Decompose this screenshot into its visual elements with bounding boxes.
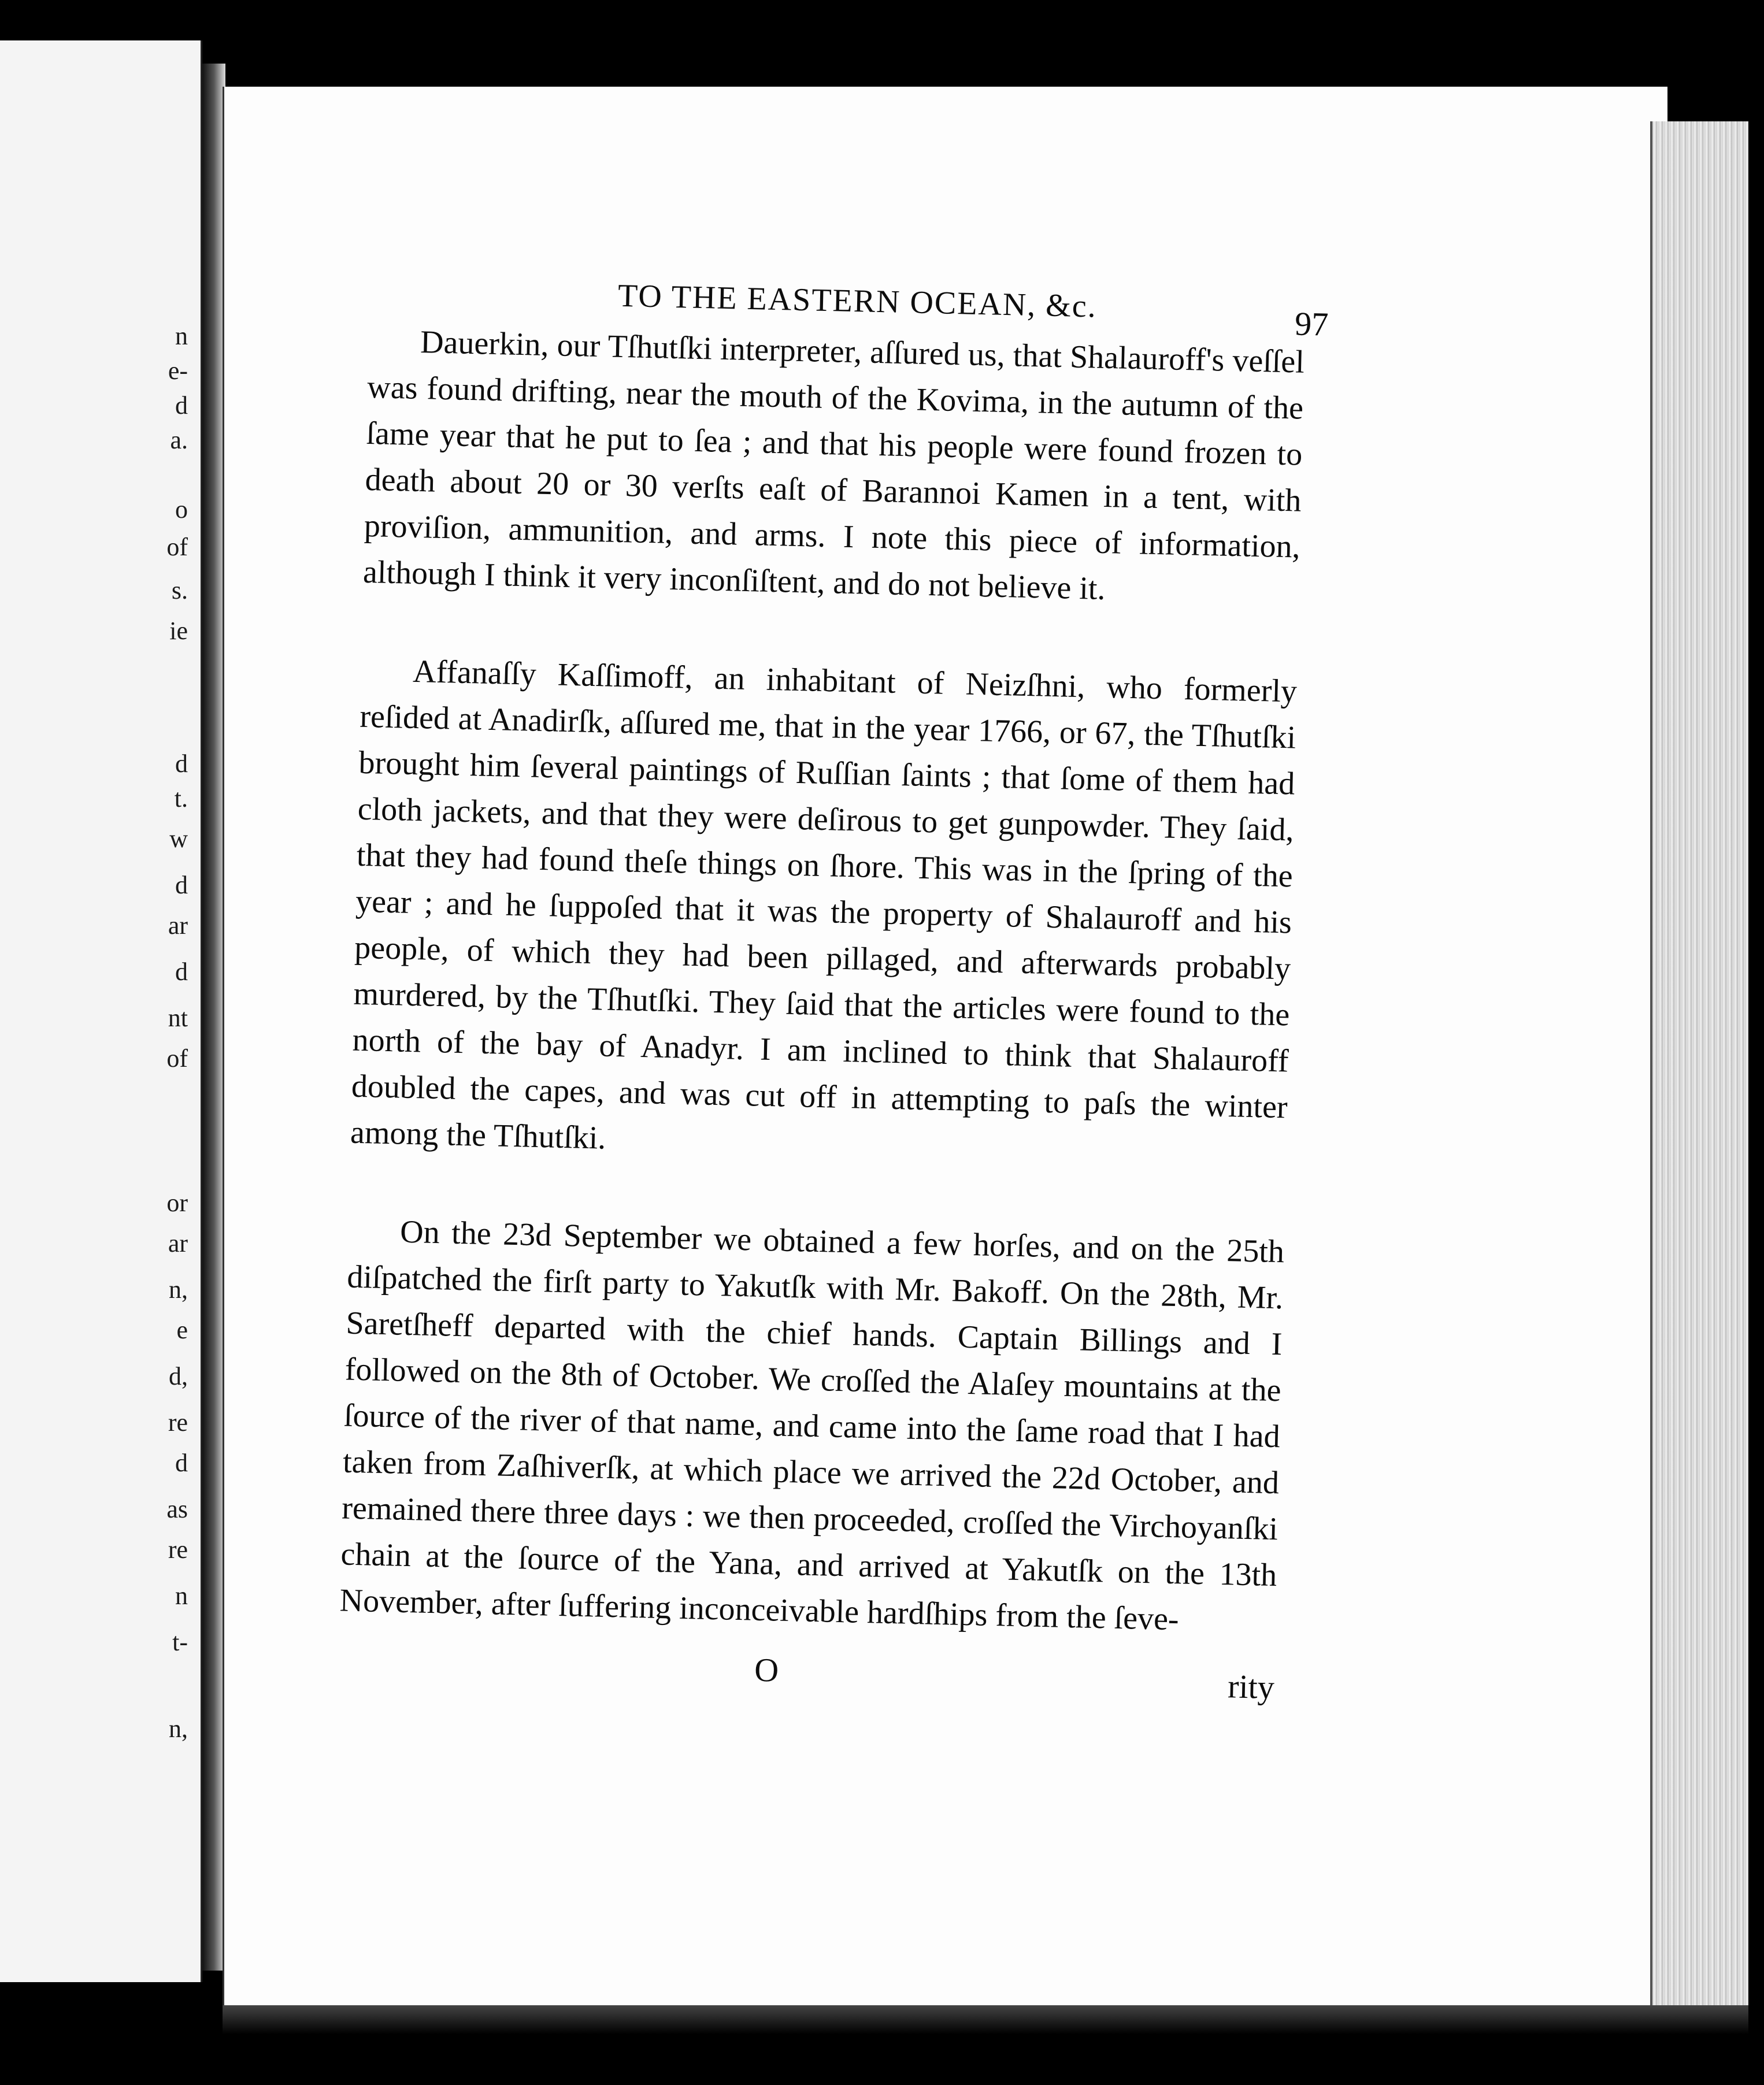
paragraph: Dauerkin, our Tſhutſki interpreter, aſſured us, that Shalauroff's veſſel was found drifting, near the mouth of the Kovima, in the autumn of the ſame year that he put to ſea ; and that his people were found frozen to death about 20 or 30 verſts eaſt of Barannoi Kamen in a tent, with proviſion, ammunition, and arms. I note this piece of information, although I think it very inconſiſtent, and do not believe it.	[362, 324, 1305, 607]
signature-mark: O	[754, 1650, 779, 1689]
left-page-fragment: d,	[169, 1362, 188, 1390]
left-page-fragment: d	[175, 391, 188, 420]
running-head-title: TO THE EASTERN OCEAN, &c.	[617, 277, 1098, 325]
paragraph: On the 23d September we obtained a few horſes, and on the 25th diſpatched the firſt party to Yakutſk with Mr. Bakoff. On the 28th, Mr. Saretſheff departed with the chief hands. Captain Billings and I followed on the 8th of October. We croſſed the Alaſey mountains at the ſource of the river of that name, and came into the ſame road that I had taken from Zaſhiverſk, at which place we arrived the 22d October, and remained there three days : we then proceeded, croſſed the Virchoyanſki chain at the ſource of the Yana, and arrived at Yakutſk on the 13th November, after ſuffering inconceivable hardſhips from the ſeve-	[339, 1214, 1285, 1638]
left-page-fragment: n	[175, 1582, 188, 1610]
left-page-fragment: ar	[168, 1229, 188, 1257]
left-page-fragment: w	[169, 825, 188, 853]
left-page-fragment: e-	[168, 357, 188, 385]
left-page-fragment: ar	[168, 911, 188, 940]
left-page-fragment: e	[176, 1316, 188, 1344]
left-page-fragment: n	[175, 322, 188, 350]
left-page-fragment: of	[166, 1044, 188, 1073]
left-page-fragment: ie	[169, 617, 188, 645]
left-page-fragment: of	[166, 533, 188, 561]
left-page-fragment: s.	[171, 576, 188, 604]
left-page-fragment: re	[168, 1535, 188, 1564]
page-number: 97	[1294, 305, 1329, 343]
left-page-fragment: o	[175, 495, 188, 524]
catchword: rity	[1227, 1667, 1275, 1706]
left-page-fragment: d	[175, 1449, 188, 1477]
left-page-fragment: nt	[168, 1004, 188, 1032]
page-edges	[1650, 121, 1748, 2017]
left-facing-page	[0, 40, 202, 1982]
left-page-fragment: t-	[172, 1628, 188, 1656]
page-text-block	[338, 272, 1329, 1720]
left-page-fragment: n,	[169, 1275, 188, 1304]
left-page-fragment: as	[166, 1495, 188, 1523]
left-page-fragment: d	[175, 750, 188, 778]
paragraph: Affanaſſy Kaſſimoff, an inhabitant of Neizſhni, who formerly reſided at Anadirſk, aſſured me, that in the year 1766, or 67, the Tſhutſki brought him ſeveral paintings of Ruſſian ſaints ; that ſome of them had cloth jackets, and that they were deſirous to get gunpowder. They ſaid, that they had found theſe things on ſhore. This was in the ſpring of the year ; and he ſuppoſed that it was the property of Shalauroff and his people, of which they had been pillaged, and afterwards probably murdered, by the Tſhutſki. They ſaid that the articles were found to the north of the bay of Anadyr. I am inclined to think that Shalauroff doubled the capes, and was cut off in attempting to paſs the winter among the Tſhutſki.	[350, 653, 1298, 1156]
left-page-fragment: n,	[169, 1715, 188, 1743]
bottom-shadow	[223, 2005, 1748, 2034]
left-page-fragment: t.	[174, 784, 188, 813]
left-page-fragment: re	[168, 1408, 188, 1437]
left-page-fragment: a.	[170, 426, 188, 454]
left-page-fragment: d	[175, 871, 188, 899]
book-gutter	[202, 64, 225, 1971]
left-page-fragment: or	[166, 1189, 188, 1217]
left-page-fragment: d	[175, 958, 188, 986]
